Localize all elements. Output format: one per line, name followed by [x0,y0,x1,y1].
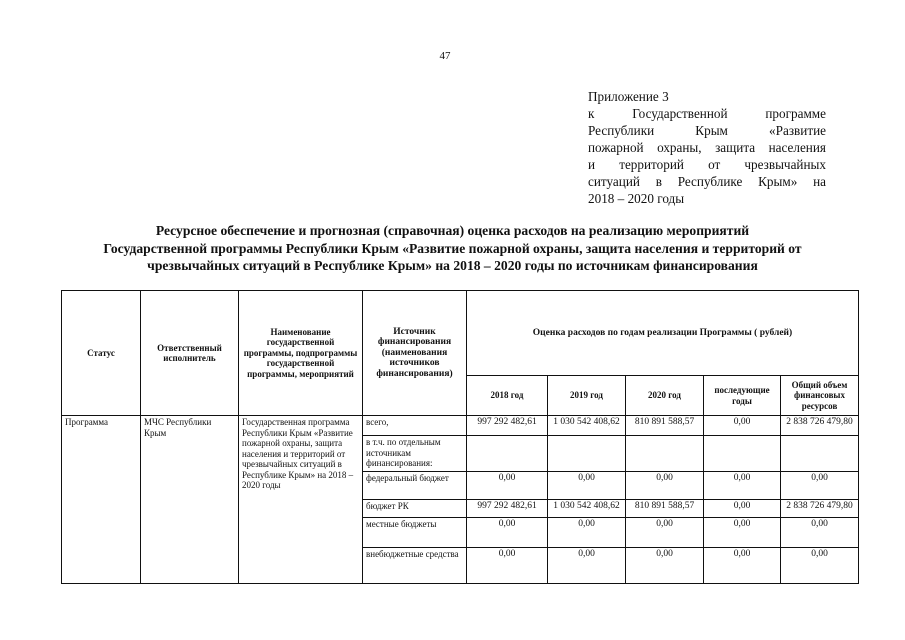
annex-line: Республики Крым «Развитие [588,123,826,138]
value-cell: 0,00 [467,548,548,584]
value-cell: 0,00 [467,518,548,548]
source-cell: бюджет РК [363,500,467,518]
value-cell: 0,00 [704,518,781,548]
value-cell: 0,00 [704,500,781,518]
value-cell [626,436,704,472]
value-cell [781,436,859,472]
budget-table [61,290,859,584]
value-cell [548,436,626,472]
program-responsible: МЧС Республики Крым [141,416,239,584]
table-row [62,416,859,436]
source-cell: внебюджетные средства [363,548,467,584]
value-cell: 0,00 [704,472,781,500]
annex-line: ситуаций в Республике Крым» на [588,174,826,189]
header-estimate: Оценка расходов по годам реализации Программы ( рублей) [467,291,859,376]
header-year-2020: 2020 год [626,376,704,416]
value-cell: 0,00 [781,548,859,584]
header-year-2018: 2018 год [467,376,548,416]
value-cell: 0,00 [781,518,859,548]
value-cell: 0,00 [467,472,548,500]
header-row [62,291,859,376]
program-status: Программа [62,416,141,584]
header-following-years: последующие годы [704,376,781,416]
value-cell [467,436,548,472]
header-responsible: Ответственный исполнитель [141,291,239,416]
value-cell: 0,00 [548,472,626,500]
value-cell: 997 292 482,61 [467,416,548,436]
source-cell: в т.ч. по отдельным источникам финансирования: [363,436,467,472]
value-cell: 0,00 [781,472,859,500]
title-line: чрезвычайных ситуаций в Республике Крым» на 2018 – 2020 годы по источникам финансирования [147,258,758,273]
annex-line: 2018 – 2020 годы [588,191,685,206]
header-program-name: Наименование государственной программы, подпрограммы государственной программы, мероприятий [239,291,363,416]
annex-line: пожарной охраны, защита населения [588,140,826,155]
annex-line: Приложение 3 [588,89,669,104]
value-cell: 810 891 588,57 [626,500,704,518]
title-line: Государственной программы Республики Крым «Развитие пожарной охраны, защита населения и территорий от [103,240,802,256]
value-cell: 1 030 542 408,62 [548,500,626,518]
value-cell: 0,00 [626,548,704,584]
program-name: Государственная программа Республики Крым «Развитие пожарной охраны, защита населения и территорий от чрезвычайных ситуаций в Республике Крым» на 2018 – 2020 годы [239,416,363,584]
header-source: Источник финансирования (наименования источников финансирования) [363,291,467,416]
value-cell: 810 891 588,57 [626,416,704,436]
header-total: Общий объем финансовых ресурсов [781,376,859,416]
value-cell: 2 838 726 479,80 [781,500,859,518]
annex-line: к Государственной программе [588,106,826,121]
value-cell: 2 838 726 479,80 [781,416,859,436]
value-cell: 0,00 [704,548,781,584]
title-line: Ресурсное обеспечение и прогнозная (справочная) оценка расходов на реализацию мероприятий [155,223,750,238]
value-cell: 0,00 [626,518,704,548]
document-title [60,222,845,275]
value-cell: 0,00 [548,548,626,584]
value-cell: 997 292 482,61 [467,500,548,518]
page-number: 47 [439,50,451,62]
value-cell: 0,00 [704,416,781,436]
source-cell: всего, [363,416,467,436]
value-cell: 0,00 [626,472,704,500]
header-year-2019: 2019 год [548,376,626,416]
source-cell: федеральный бюджет [363,472,467,500]
header-status: Статус [62,291,141,416]
source-cell: местные бюджеты [363,518,467,548]
annex-line: и территорий от чрезвычайных [588,157,826,172]
value-cell: 0,00 [548,518,626,548]
annex-block [588,88,826,207]
value-cell [704,436,781,472]
value-cell: 1 030 542 408,62 [548,416,626,436]
